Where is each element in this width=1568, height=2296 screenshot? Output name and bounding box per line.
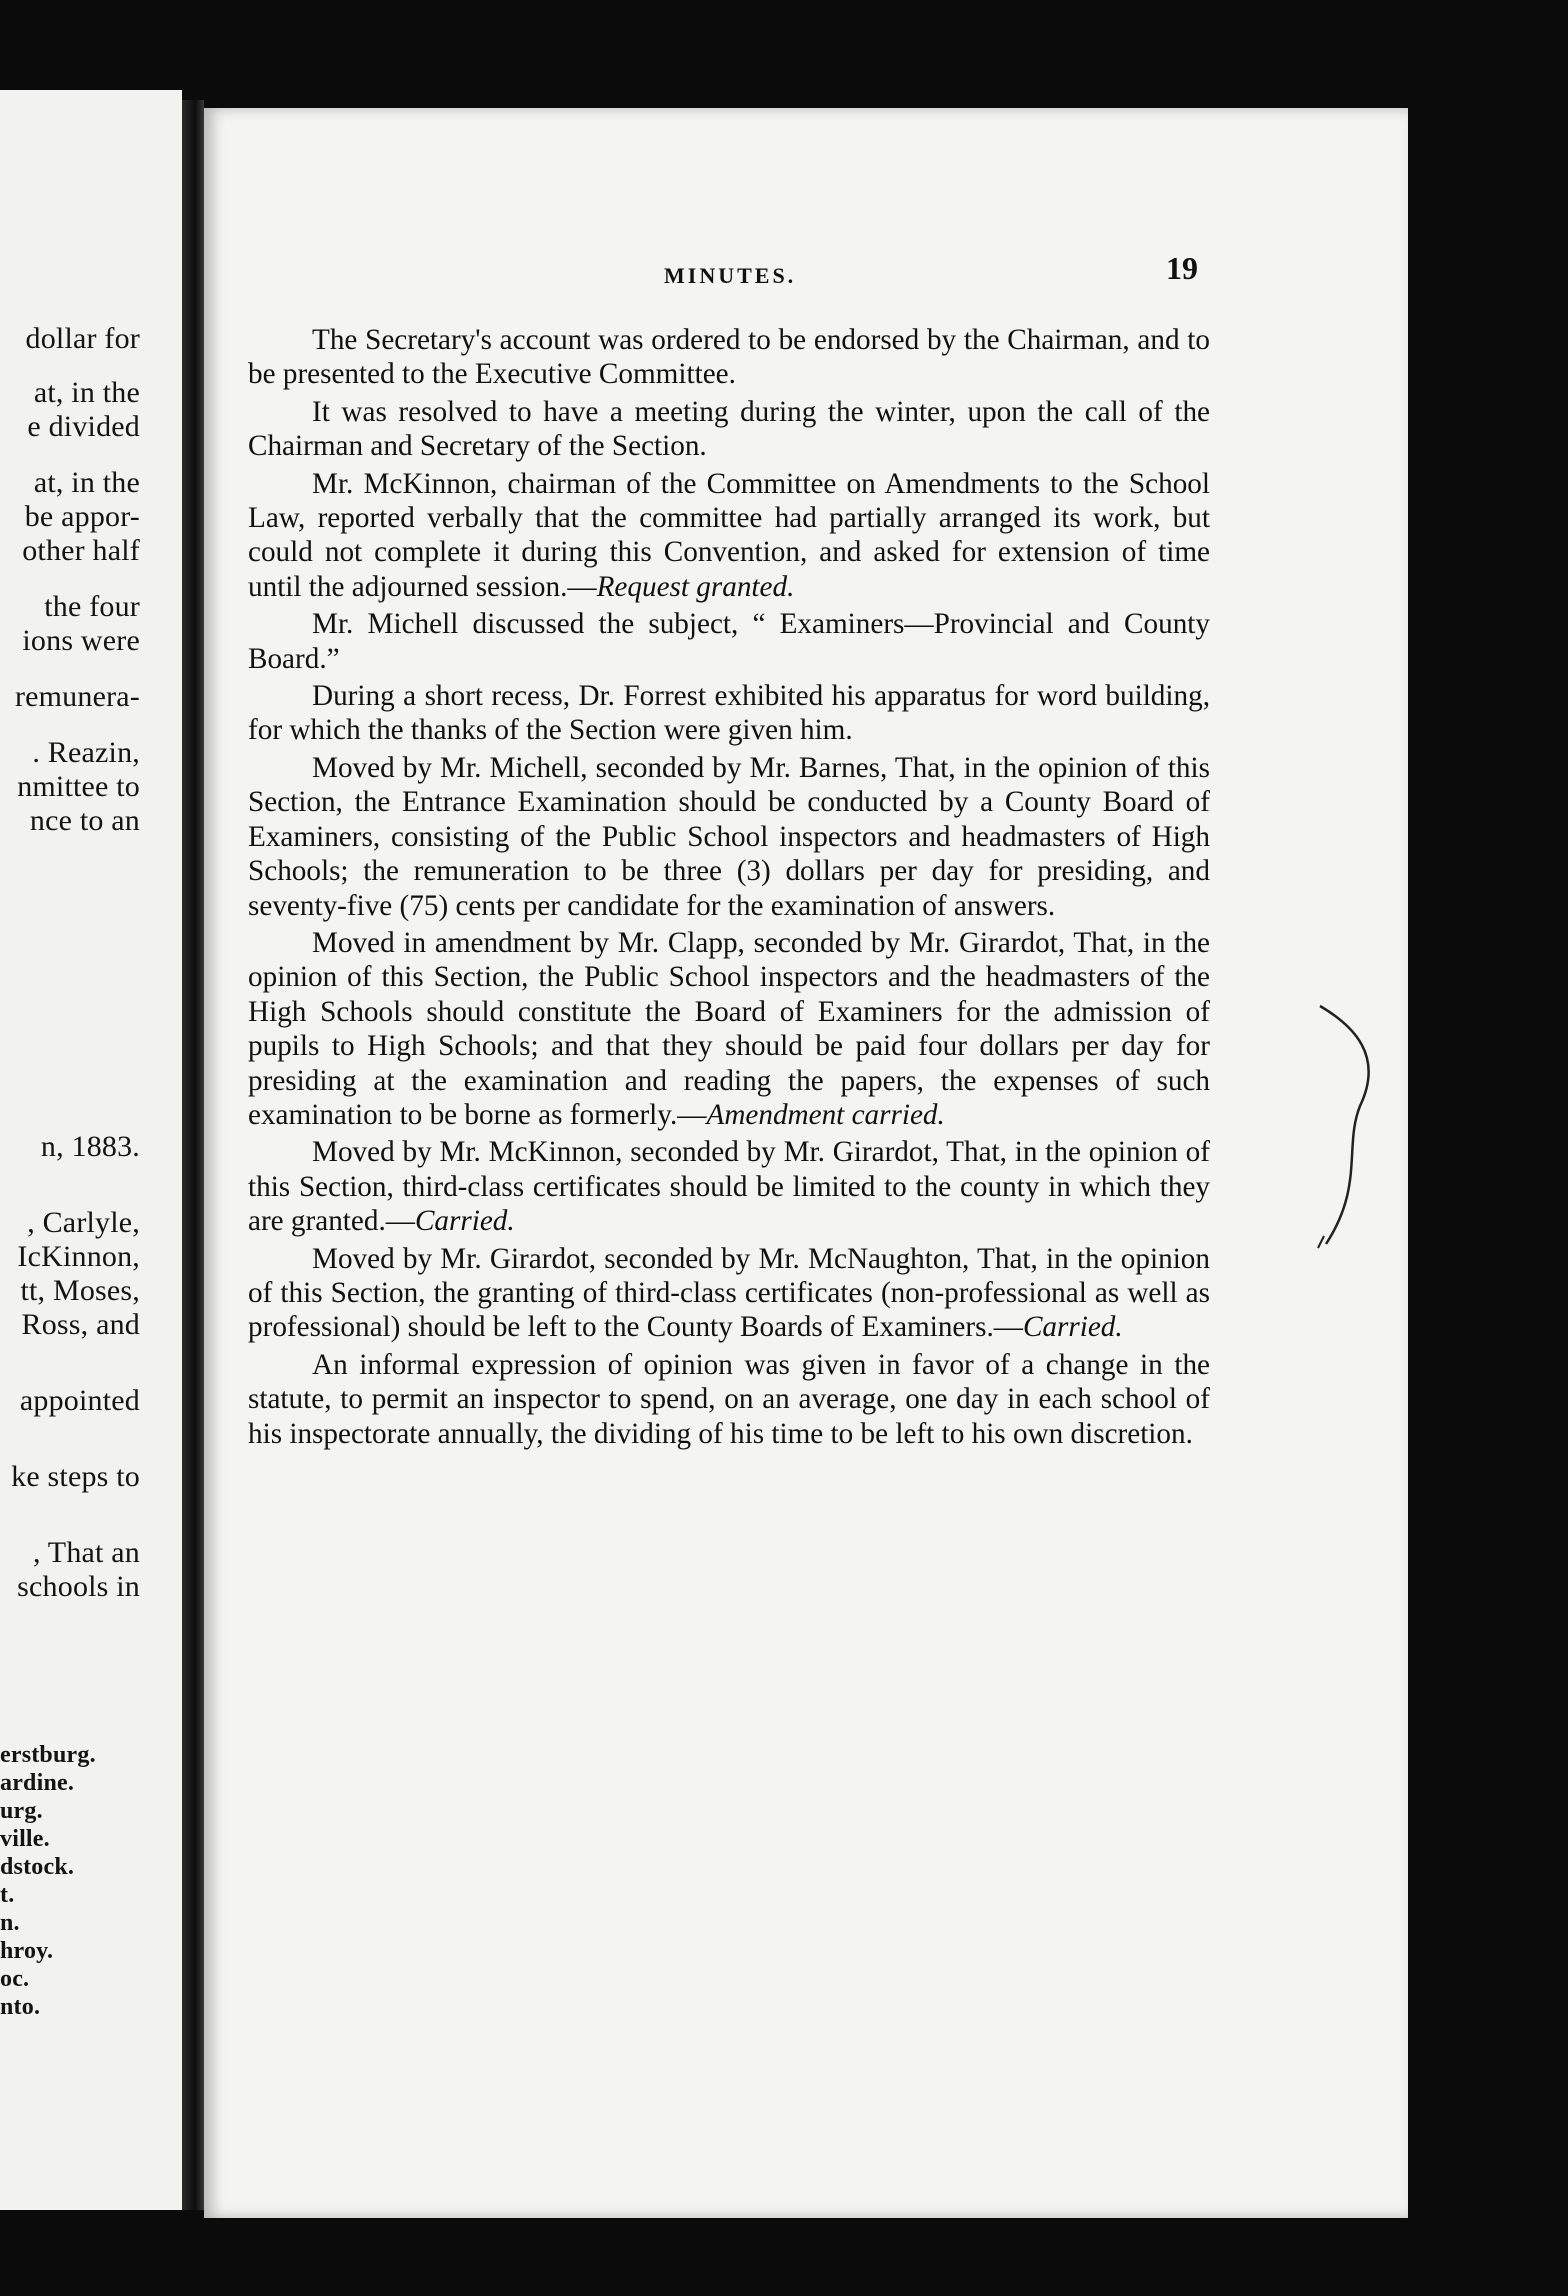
- left-place-name: urg.: [0, 1798, 43, 1824]
- left-fragment: nce to an: [29, 804, 140, 837]
- italic-resolution: Request granted.: [596, 570, 795, 603]
- left-fragment: IcKinnon,: [17, 1240, 140, 1273]
- left-fragment: tt, Moses,: [20, 1274, 140, 1307]
- left-place-name: ardine.: [0, 1770, 75, 1796]
- left-place-name: hroy.: [0, 1938, 54, 1964]
- document-page: [204, 108, 1408, 2218]
- left-fragment: Ross, and: [21, 1308, 140, 1341]
- left-place-name: ville.: [0, 1826, 50, 1852]
- paragraph: An informal expression of opinion was given in favor of a change in the statute, to permit an inspector to spend, on an average, one day in each school of his inspectorate annually, the dividing of his time to be left to his own discretion.: [248, 1348, 1210, 1450]
- left-fragment: the four: [44, 590, 140, 623]
- paragraph: Moved by Mr. Girardot, seconded by Mr. McNaughton, That, in the opinion of this Section, the granting of third-class certificates (non-professional as well as professional) should be left to the County Boards of Examiners.—Carried.: [248, 1242, 1210, 1344]
- paragraph: The Secretary's account was ordered to be endorsed by the Chairman, and to be presented to the Executive Committee.: [248, 324, 1210, 391]
- handwritten-bracket-mark: [1314, 996, 1404, 1256]
- paragraph: Moved in amendment by Mr. Clapp, seconded by Mr. Girardot, That, in the opinion of this Section, the Public School inspectors and the headmasters of the High Schools should constitute the Board of Examiners for the admission of pupils to High Schools; and that they should be paid four dollars per day for presiding at the examination and reading the papers, the expenses of such examination to be borne as formerly.—Amendment carried.: [248, 926, 1210, 1131]
- left-fragment: dollar for: [25, 322, 140, 355]
- left-fragment: at, in the: [33, 376, 140, 409]
- left-fragment: e divided: [27, 410, 140, 443]
- left-fragment: . Reazin,: [32, 736, 140, 769]
- left-place-name: dstock.: [0, 1854, 75, 1880]
- left-fragment: , Carlyle,: [27, 1206, 140, 1239]
- left-place-name: n.: [0, 1910, 20, 1936]
- left-fragment: schools in: [17, 1570, 140, 1603]
- italic-resolution: Amendment carried.: [706, 1098, 945, 1131]
- left-fragment: appointed: [19, 1384, 140, 1417]
- paragraph: Moved by Mr. Michell, seconded by Mr. Barnes, That, in the opinion of this Section, the Entrance Examination should be conducted by a County Board of Examiners, consisting of the Public School inspectors and headmasters of High Schools; the remuneration to be three (3) dollars per day for presiding, and seventy-five (75) cents per candidate for the examination of answers.: [248, 751, 1210, 922]
- previous-page-fragment: [0, 90, 182, 2210]
- left-fragment: ions were: [22, 624, 140, 657]
- left-fragment: at, in the: [33, 466, 140, 499]
- paragraph: Moved by Mr. McKinnon, seconded by Mr. Girardot, That, in the opinion of this Section, third-class certificates should be limited to the county in which they are granted.—Carried.: [248, 1136, 1210, 1238]
- paragraph: During a short recess, Dr. Forrest exhibited his apparatus for word building, for which the thanks of the Section were given him.: [248, 680, 1210, 747]
- minutes-body: [248, 323, 1210, 1451]
- left-fragment: other half: [22, 534, 140, 567]
- page-number: 19: [1166, 250, 1198, 286]
- left-fragment: ke steps to: [11, 1460, 140, 1493]
- left-fragment: , That an: [32, 1536, 140, 1569]
- left-place-name: erstburg.: [0, 1742, 96, 1768]
- left-fragment: n, 1883.: [40, 1130, 140, 1163]
- book-gutter: [182, 100, 204, 2210]
- left-place-name: oc.: [0, 1966, 30, 1992]
- italic-resolution: Carried.: [414, 1205, 515, 1238]
- running-head: MINUTES.: [664, 263, 797, 288]
- left-place-name: nto.: [0, 1994, 41, 2020]
- italic-resolution: Carried.: [1022, 1311, 1123, 1344]
- left-place-name: t.: [0, 1882, 15, 1908]
- paragraph: Mr. McKinnon, chairman of the Committee on Amendments to the School Law, reported verbally that the committee had partially arranged its work, but could not complete it during this Convention, and asked for extension of time until the adjourned session.—Request granted.: [248, 467, 1210, 603]
- left-fragment: nmittee to: [17, 770, 140, 803]
- paragraph: It was resolved to have a meeting during the winter, upon the call of the Chairman and Secretary of the Section.: [248, 395, 1210, 463]
- left-fragment: be appor-: [24, 500, 140, 533]
- left-fragment: remunera-: [14, 680, 140, 713]
- paragraph: Mr. Michell discussed the subject, “ Examiners—Provincial and County Board.”: [248, 608, 1210, 675]
